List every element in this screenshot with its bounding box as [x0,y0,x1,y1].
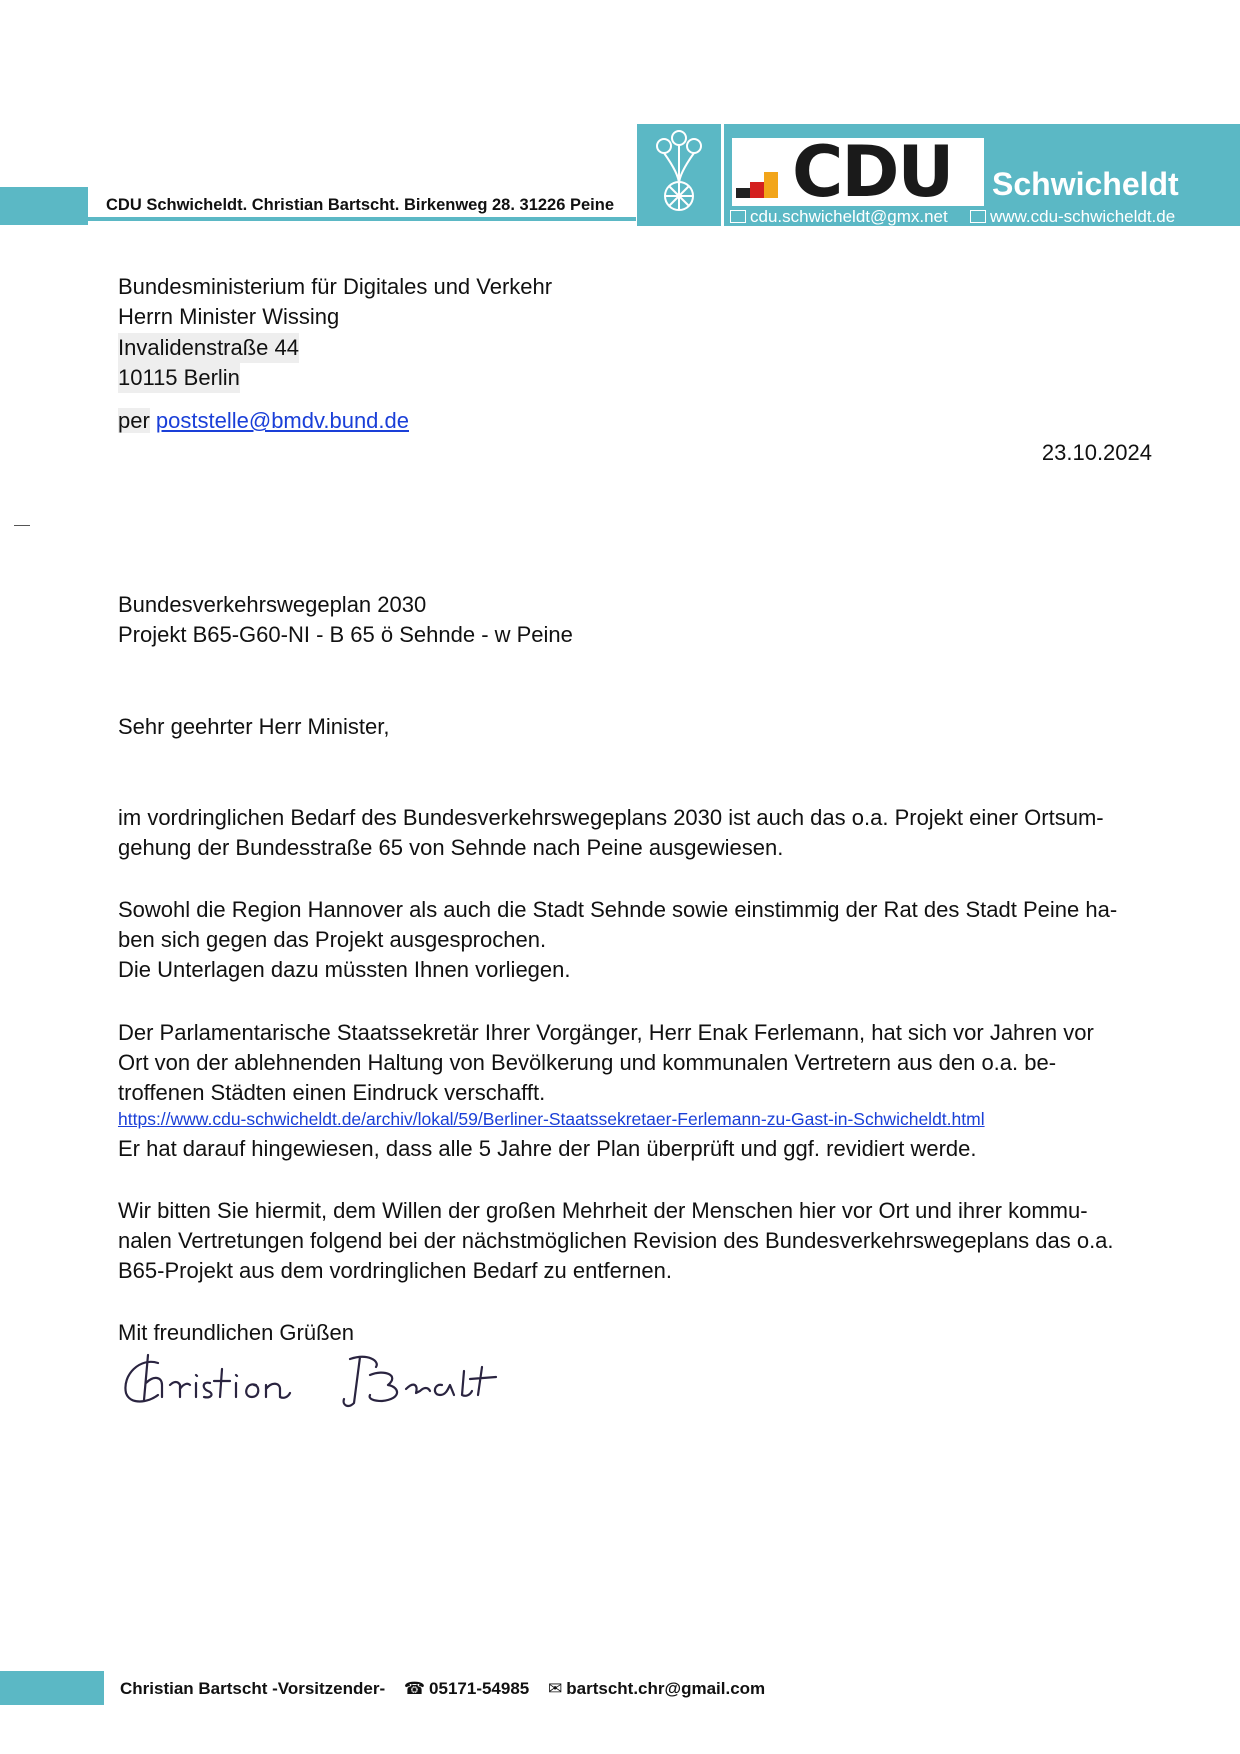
body-line: Ort von der ablehnenden Haltung von Bevölkerung und kommunalen Vertretern aus den o.a. be- [118,1050,1057,1075]
computer-icon [970,210,986,223]
subject-line-1: Bundesverkehrswegeplan 2030 [118,592,427,617]
body-line: troffenen Städten einen Eindruck verschafft. [118,1080,546,1105]
body-line: ben sich gegen das Projekt ausgesprochen. [118,927,547,952]
header-email-text: cdu.schwicheldt@gmx.net [750,207,948,226]
via-prefix: per [118,408,150,433]
letter-date: 23.10.2024 [1041,440,1152,465]
recipient-line-2: Herrn Minister Wissing [118,304,340,329]
body-line: Sowohl die Region Hannover als auch die Stadt Sehnde sowie einstimmig der Rat des Stadt Peine ha- [118,897,1118,922]
footer-email: bartscht.chr@gmail.com [566,1679,766,1698]
body-line: nalen Vertretungen folgend bei der nächstmöglichen Revision des Bundesverkehrswegeplans das o.a. [118,1228,1114,1253]
footer-phone: 05171-54985 [429,1679,530,1698]
salutation: Sehr geehrter Herr Minister, [118,714,390,739]
body-line: im vordringlichen Bedarf des Bundesverkehrswegeplans 2030 ist auch das o.a. Projekt einer Ortsum- [118,805,1104,830]
body-line: Die Unterlagen dazu müssten Ihnen vorliegen. [118,957,571,982]
logo-steps-icon [734,162,790,200]
sender-address-line: CDU Schwicheldt. Christian Bartscht. Birkenweg 28. 31226 Peine [88,187,636,221]
signature [118,1345,548,1415]
body-line: B65-Projekt aus dem vordringlichen Bedarf zu entfernen. [118,1258,672,1283]
org-name: Schwicheldt [992,166,1179,202]
envelope-icon [730,210,746,223]
cdu-logo: CDU [792,131,953,213]
header-accent-bar [0,187,88,225]
recipient-street: Invalidenstraße 44 [118,333,299,363]
footer-contact [120,1676,779,1702]
fold-mark [14,525,30,526]
mail-icon: ✉ [548,1679,563,1698]
phone-icon: ☎ [403,1679,426,1698]
recipient-city: 10115 Berlin [118,363,240,393]
recipient-email-link[interactable]: poststelle@bmdv.bund.de [155,408,409,433]
recipient-via [118,406,409,436]
coat-of-arms-icon [637,124,721,226]
article-link[interactable]: https://www.cdu-schwicheldt.de/archiv/lokal/59/Berliner-Staatssekretaer-Ferlemann-zu-Gast-in-Schwicheldt.html [118,1109,985,1129]
closing: Mit freundlichen Grüßen [118,1320,354,1345]
footer-accent-bar [0,1671,104,1705]
header-website-text: www.cdu-schwicheldt.de [990,207,1176,226]
header-email [730,207,948,227]
recipient-line-1: Bundesministerium für Digitales und Verkehr [118,274,553,299]
footer-name: Christian Bartscht -Vorsitzender- [120,1679,386,1698]
body-line: Er hat darauf hingewiesen, dass alle 5 Jahre der Plan überprüft und ggf. revidiert werde. [118,1136,977,1161]
body-line: gehung der Bundesstraße 65 von Sehnde nach Peine ausgewiesen. [118,835,784,860]
body-line: Der Parlamentarische Staatssekretär Ihrer Vorgänger, Herr Enak Ferlemann, hat sich vor Jahren vor [118,1020,1094,1045]
subject-line-2: Projekt B65-G60-NI - B 65 ö Sehnde - w Peine [118,622,573,647]
body-line: Wir bitten Sie hiermit, dem Willen der großen Mehrheit der Menschen hier vor Ort und ihrer kommu- [118,1198,1088,1223]
header-website [970,207,1175,227]
